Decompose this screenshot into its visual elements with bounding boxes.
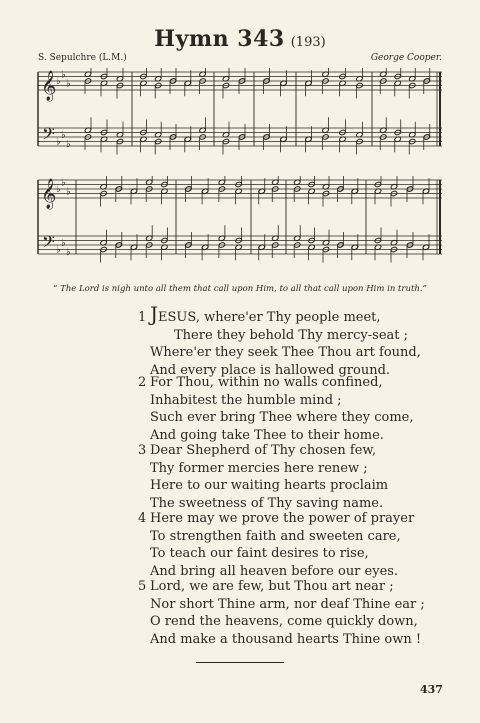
drop-cap: J bbox=[150, 302, 159, 326]
verse-line bbox=[138, 442, 388, 460]
page-number: 437 bbox=[420, 683, 443, 696]
verse-4 bbox=[138, 510, 414, 580]
verse-number: 3 bbox=[138, 443, 147, 458]
verse-2 bbox=[138, 374, 414, 444]
verse-line: Such ever bring Thee where they come, bbox=[150, 410, 414, 425]
flat-icon: ♭ bbox=[61, 177, 66, 189]
verse-line: To teach our faint desires to rise, bbox=[150, 546, 369, 561]
flat-icon: ♭ bbox=[56, 76, 61, 87]
hymn-title: Hymn 343 bbox=[154, 26, 285, 52]
treble-clef-icon: 𝄞 bbox=[41, 179, 57, 209]
verse-line: There they behold Thy mercy-seat ; bbox=[174, 327, 408, 343]
verse-line bbox=[138, 374, 414, 392]
end-rule bbox=[196, 662, 284, 663]
music-system-2 bbox=[36, 176, 444, 272]
verse-line: To strengthen faith and sweeten care, bbox=[150, 528, 401, 544]
flat-icon: ♭ bbox=[56, 184, 61, 195]
flat-icon: ♭ bbox=[61, 129, 66, 141]
flat-icon: ♭ bbox=[66, 246, 71, 258]
tune-name: S. Sepulchre (L.M.) bbox=[38, 53, 127, 63]
verse-line: O rend the heavens, come quickly down, bbox=[150, 614, 418, 629]
verse-line-text: Dear Shepherd of Thy chosen few, bbox=[150, 443, 377, 458]
verse-line: The sweetness of Thy saving name. bbox=[150, 495, 384, 511]
verse-line bbox=[138, 510, 414, 528]
verse-number: 4 bbox=[138, 511, 147, 526]
composer-name: George Cooper. bbox=[370, 53, 442, 63]
bass-clef-icon: 𝄢 bbox=[42, 231, 55, 256]
verse-line-text: Lord, we are few, but Thou art near ; bbox=[150, 579, 394, 594]
verse-line bbox=[138, 578, 425, 596]
verse-line: And bring all heaven before our eyes. bbox=[150, 563, 399, 579]
treble-clef-icon: 𝄞 bbox=[41, 71, 57, 101]
verse-line: And going take Thee to their home. bbox=[150, 427, 384, 443]
music-system-1 bbox=[36, 68, 444, 164]
flat-icon: ♭ bbox=[61, 69, 66, 81]
scripture-epigraph: “ The Lord is nigh unto all them that call upon Him, to all that call upon Him in truth.” bbox=[53, 284, 427, 294]
alternate-hymn-number: (193) bbox=[290, 35, 326, 50]
verse-number: 2 bbox=[138, 375, 147, 390]
verse-line: Here to our waiting hearts proclaim bbox=[150, 478, 389, 493]
verse-5 bbox=[138, 578, 425, 648]
verse-number: 1 bbox=[138, 310, 147, 325]
flat-icon: ♭ bbox=[66, 78, 71, 90]
verse-3 bbox=[138, 442, 388, 512]
flat-icon: ♭ bbox=[56, 136, 61, 148]
verse-line: And make a thousand hearts Thine own ! bbox=[150, 631, 422, 647]
verse-line: Inhabitest the humble mind ; bbox=[150, 392, 342, 408]
flat-icon: ♭ bbox=[66, 186, 71, 198]
verse-line: Where'er they seek Thee Thou art found, bbox=[150, 345, 421, 360]
verse-number: 5 bbox=[138, 579, 147, 594]
verse-line-text: Here may we prove the power of prayer bbox=[150, 511, 415, 526]
verse-line bbox=[138, 302, 421, 327]
verse-line: And every place is hallowed ground. bbox=[150, 362, 391, 378]
verse-line: Nor short Thine arm, nor deaf Thine ear ; bbox=[150, 596, 425, 612]
flat-icon: ♭ bbox=[56, 244, 61, 256]
verse-line-text: ESUS, where'er Thy people meet, bbox=[158, 310, 381, 325]
hymn-header bbox=[0, 26, 480, 52]
bass-clef-icon: 𝄢 bbox=[42, 123, 55, 148]
flat-icon: ♭ bbox=[66, 138, 71, 150]
verse-line-text: For Thou, within no walls confined, bbox=[150, 375, 383, 390]
flat-icon: ♭ bbox=[61, 237, 66, 249]
verse-1 bbox=[138, 302, 421, 379]
verse-line: Thy former mercies here renew ; bbox=[150, 460, 368, 476]
